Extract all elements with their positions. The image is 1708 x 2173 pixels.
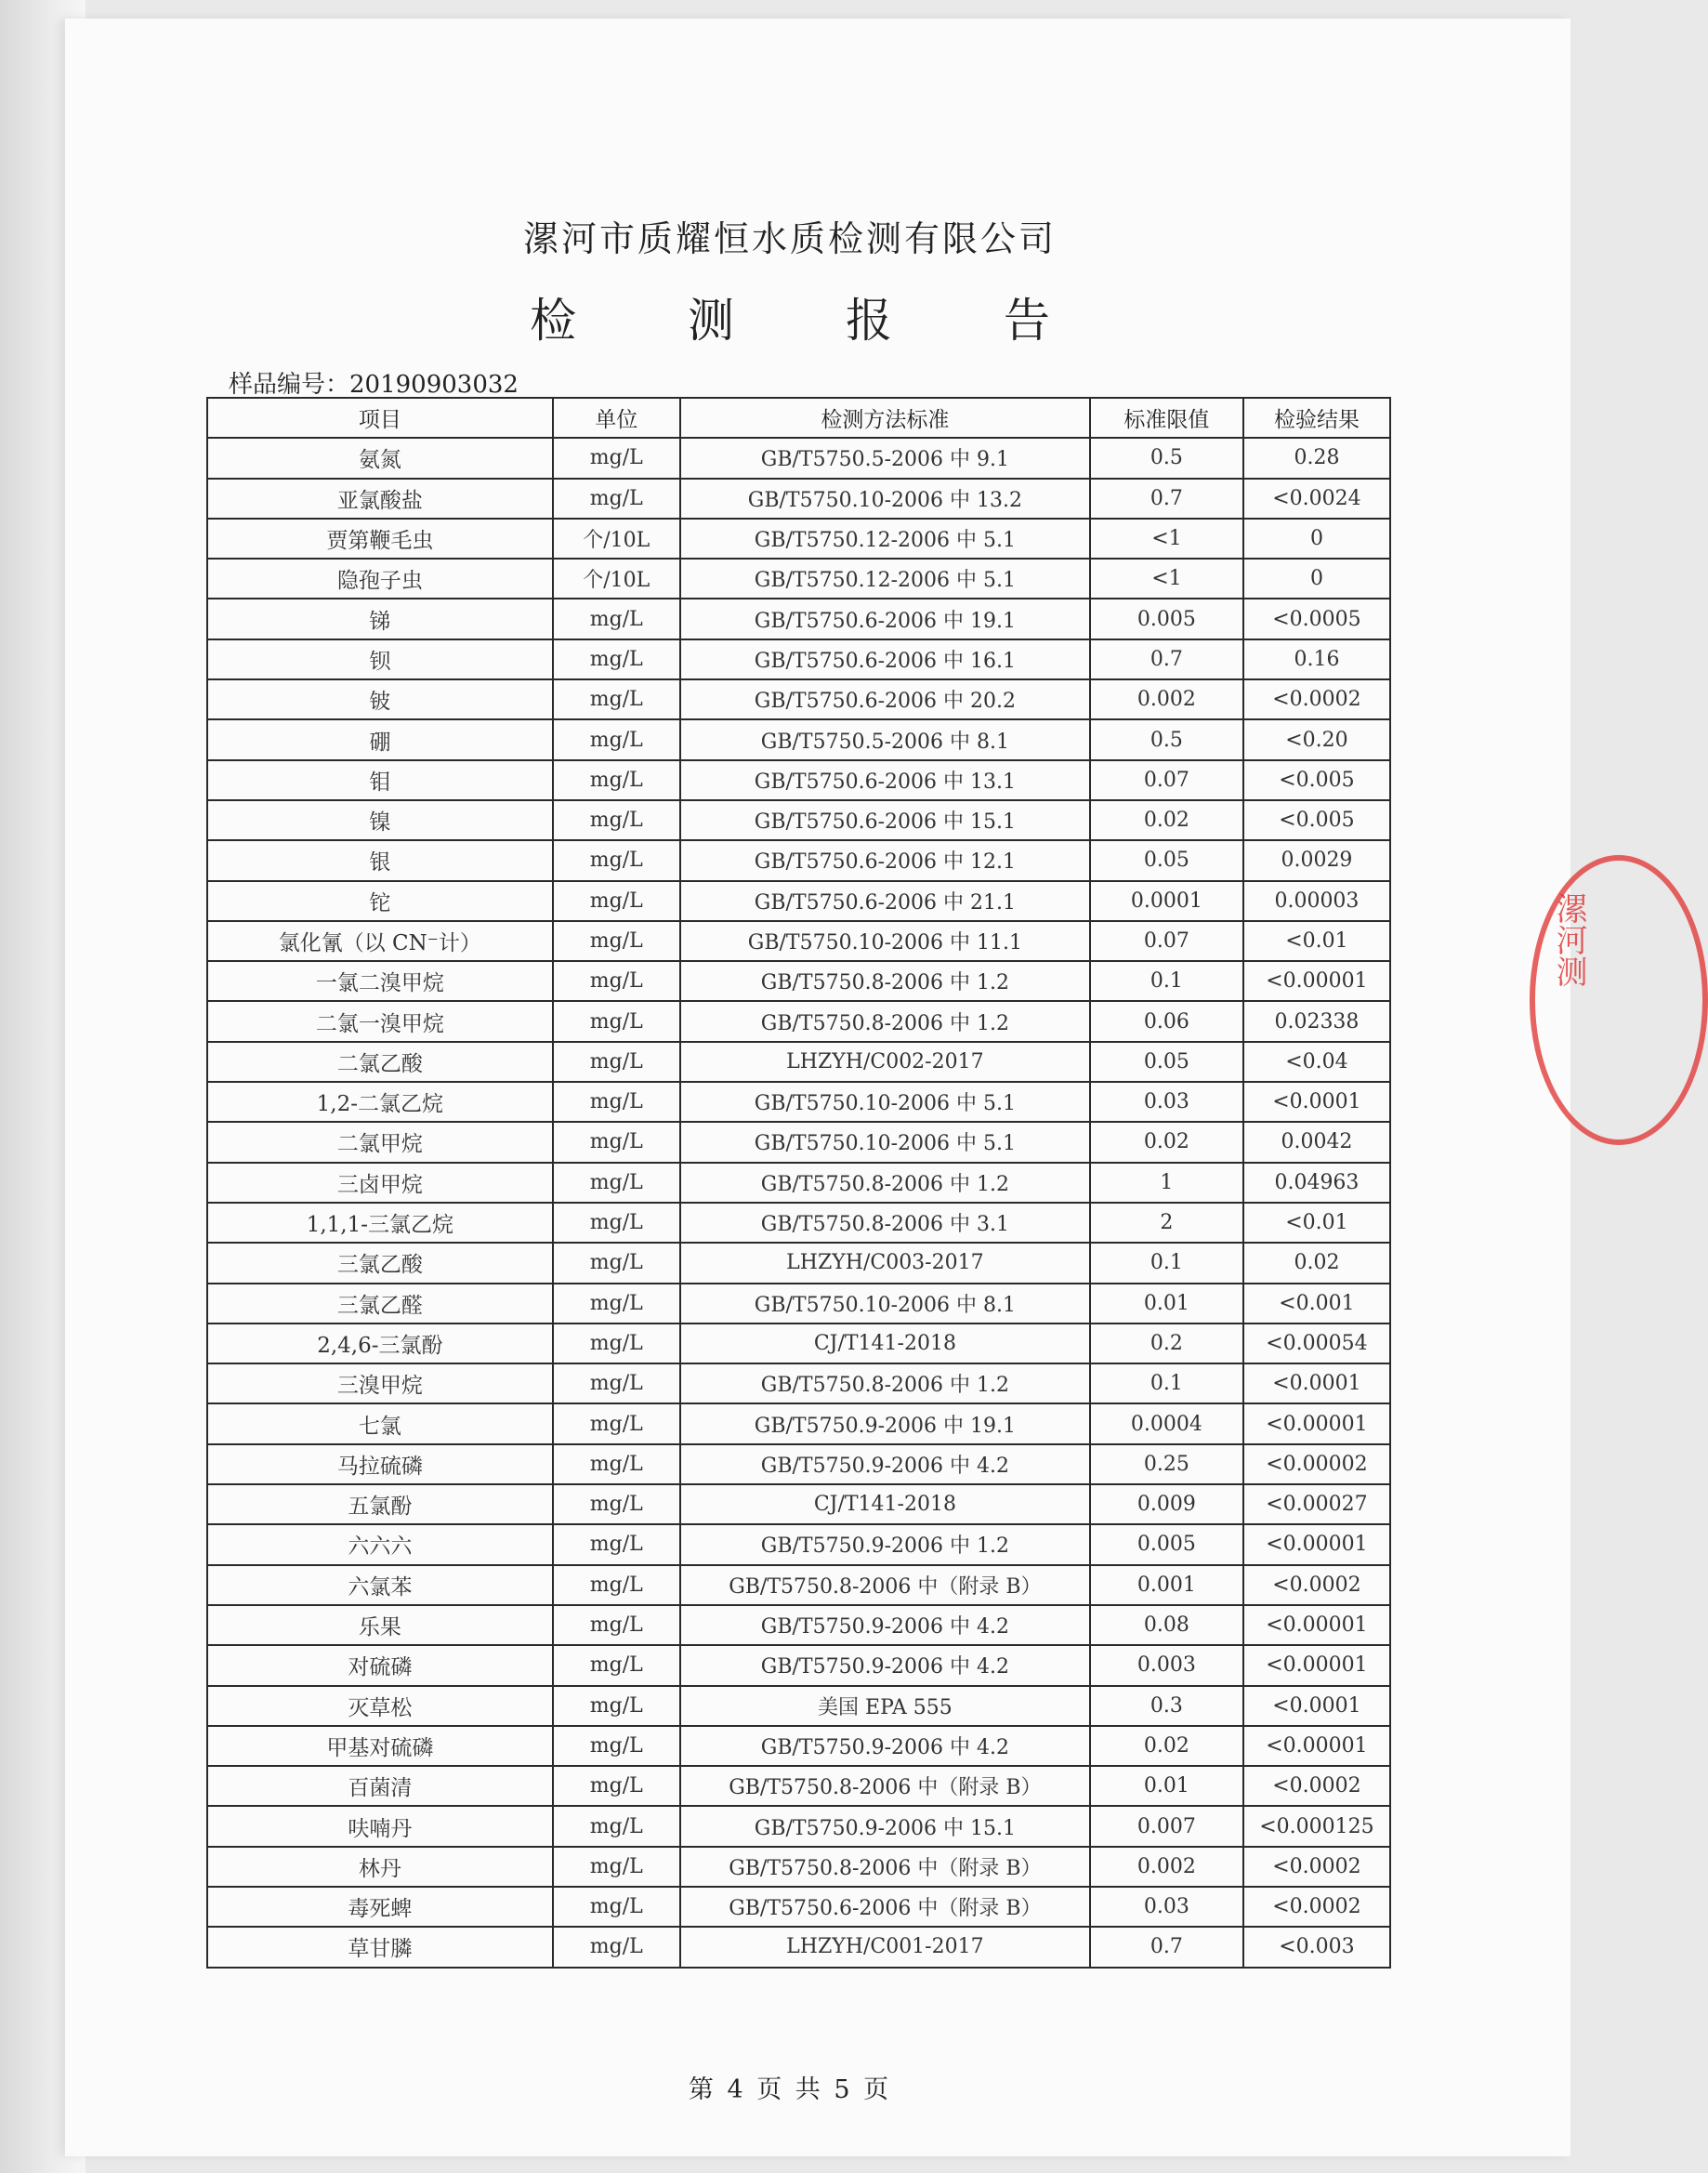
cell-result: <0.0002 bbox=[1243, 1847, 1390, 1887]
table-row bbox=[207, 760, 1390, 800]
table-row bbox=[207, 719, 1390, 759]
cell-unit: mg/L bbox=[553, 1163, 680, 1203]
cell-result: <0.0001 bbox=[1243, 1686, 1390, 1726]
table-row bbox=[207, 1001, 1390, 1041]
cell-limit: 0.009 bbox=[1090, 1484, 1243, 1524]
cell-result: 0.02338 bbox=[1243, 1001, 1390, 1041]
cell-result: <0.01 bbox=[1243, 921, 1390, 961]
cell-limit: 0.3 bbox=[1090, 1686, 1243, 1726]
cell-item-name: 七氯 bbox=[207, 1403, 553, 1443]
cell-limit: 0.02 bbox=[1090, 1726, 1243, 1766]
table-row bbox=[207, 679, 1390, 719]
cell-limit: 0.001 bbox=[1090, 1565, 1243, 1605]
cell-item-name: 二氯一溴甲烷 bbox=[207, 1001, 553, 1041]
cell-method: GB/T5750.9-2006 中 15.1 bbox=[680, 1806, 1090, 1846]
cell-unit: mg/L bbox=[553, 921, 680, 961]
cell-method: GB/T5750.9-2006 中 1.2 bbox=[680, 1524, 1090, 1564]
cell-unit: mg/L bbox=[553, 438, 680, 478]
cell-method: GB/T5750.6-2006 中（附录 B） bbox=[680, 1887, 1090, 1927]
official-seal bbox=[1530, 855, 1587, 1134]
cell-limit: 0.2 bbox=[1090, 1324, 1243, 1363]
cell-unit: mg/L bbox=[553, 961, 680, 1001]
cell-unit: mg/L bbox=[553, 1042, 680, 1082]
cell-result: 0.00003 bbox=[1243, 881, 1390, 921]
cell-method: GB/T5750.8-2006 中 3.1 bbox=[680, 1203, 1090, 1243]
table-row bbox=[207, 1887, 1390, 1927]
cell-result: 0.28 bbox=[1243, 438, 1390, 478]
cell-result: <0.005 bbox=[1243, 800, 1390, 840]
cell-result: <0.00001 bbox=[1243, 1524, 1390, 1564]
cell-item-name: 六氯苯 bbox=[207, 1565, 553, 1605]
cell-item-name: 草甘膦 bbox=[207, 1927, 553, 1967]
cell-item-name: 三卤甲烷 bbox=[207, 1163, 553, 1203]
cell-unit: mg/L bbox=[553, 1565, 680, 1605]
cell-limit: 0.0001 bbox=[1090, 881, 1243, 921]
cell-method: GB/T5750.8-2006 中 1.2 bbox=[680, 1001, 1090, 1041]
cell-method: GB/T5750.6-2006 中 19.1 bbox=[680, 599, 1090, 639]
cell-method: CJ/T141-2018 bbox=[680, 1324, 1090, 1363]
cell-method: GB/T5750.10-2006 中 5.1 bbox=[680, 1082, 1090, 1122]
cell-result: <0.0002 bbox=[1243, 1565, 1390, 1605]
cell-result: 0.0042 bbox=[1243, 1122, 1390, 1162]
cell-item-name: 2,4,6-三氯酚 bbox=[207, 1324, 553, 1363]
cell-method: GB/T5750.8-2006 中（附录 B） bbox=[680, 1766, 1090, 1806]
cell-method: CJ/T141-2018 bbox=[680, 1484, 1090, 1524]
table-row bbox=[207, 1806, 1390, 1846]
cell-unit: mg/L bbox=[553, 1847, 680, 1887]
cell-method: GB/T5750.10-2006 中 11.1 bbox=[680, 921, 1090, 961]
cell-method: LHZYH/C002-2017 bbox=[680, 1042, 1090, 1082]
cell-result: <0.00054 bbox=[1243, 1324, 1390, 1363]
table-row bbox=[207, 1363, 1390, 1403]
cell-method: GB/T5750.6-2006 中 20.2 bbox=[680, 679, 1090, 719]
cell-unit: mg/L bbox=[553, 1887, 680, 1927]
cell-limit: 0.005 bbox=[1090, 1524, 1243, 1564]
cell-method: LHZYH/C003-2017 bbox=[680, 1243, 1090, 1283]
cell-item-name: 六六六 bbox=[207, 1524, 553, 1564]
cell-method: GB/T5750.10-2006 中 5.1 bbox=[680, 1122, 1090, 1162]
table-row bbox=[207, 840, 1390, 880]
cell-method: GB/T5750.10-2006 中 8.1 bbox=[680, 1284, 1090, 1324]
cell-unit: mg/L bbox=[553, 840, 680, 880]
table-row bbox=[207, 1324, 1390, 1363]
cell-method: GB/T5750.9-2006 中 19.1 bbox=[680, 1403, 1090, 1443]
cell-result: <0.00001 bbox=[1243, 1726, 1390, 1766]
cell-limit: 0.0004 bbox=[1090, 1403, 1243, 1443]
table-row bbox=[207, 1243, 1390, 1283]
cell-method: GB/T5750.8-2006 中（附录 B） bbox=[680, 1565, 1090, 1605]
cell-result: <0.005 bbox=[1243, 760, 1390, 800]
cell-item-name: 1,1,1-三氯乙烷 bbox=[207, 1203, 553, 1243]
cell-item-name: 三氯乙酸 bbox=[207, 1243, 553, 1283]
table-body bbox=[207, 438, 1390, 1967]
cell-result: <0.00001 bbox=[1243, 1403, 1390, 1443]
table-row bbox=[207, 1686, 1390, 1726]
cell-unit: mg/L bbox=[553, 1927, 680, 1967]
cell-item-name: 铊 bbox=[207, 881, 553, 921]
cell-method: GB/T5750.12-2006 中 5.1 bbox=[680, 559, 1090, 599]
table-row bbox=[207, 881, 1390, 921]
cell-result: <0.0001 bbox=[1243, 1363, 1390, 1403]
cell-result: 0.16 bbox=[1243, 639, 1390, 679]
cell-limit: 0.7 bbox=[1090, 479, 1243, 519]
col-header-method: 检测方法标准 bbox=[680, 398, 1090, 438]
cell-unit: mg/L bbox=[553, 1284, 680, 1324]
company-name: 漯河市质耀恒水质检测有限公司 bbox=[522, 218, 1057, 259]
cell-item-name: 毒死蜱 bbox=[207, 1887, 553, 1927]
cell-unit: mg/L bbox=[553, 760, 680, 800]
cell-unit: mg/L bbox=[553, 599, 680, 639]
table-row bbox=[207, 921, 1390, 961]
cell-unit: mg/L bbox=[553, 1806, 680, 1846]
cell-method: GB/T5750.6-2006 中 12.1 bbox=[680, 840, 1090, 880]
cell-item-name: 硼 bbox=[207, 719, 553, 759]
sample-number bbox=[229, 365, 519, 400]
cell-limit: 0.05 bbox=[1090, 840, 1243, 880]
col-header-result: 检验结果 bbox=[1243, 398, 1390, 438]
table-row bbox=[207, 1203, 1390, 1243]
cell-limit: 0.5 bbox=[1090, 719, 1243, 759]
cell-unit: mg/L bbox=[553, 1122, 680, 1162]
page-footer: 第 4 页 共 5 页 bbox=[688, 2075, 892, 2104]
cell-limit: 0.25 bbox=[1090, 1444, 1243, 1484]
cell-limit: 0.003 bbox=[1090, 1645, 1243, 1685]
cell-result: <0.003 bbox=[1243, 1927, 1390, 1967]
cell-item-name: 乐果 bbox=[207, 1605, 553, 1645]
cell-method: GB/T5750.12-2006 中 5.1 bbox=[680, 519, 1090, 559]
cell-unit: mg/L bbox=[553, 1726, 680, 1766]
cell-unit: mg/L bbox=[553, 800, 680, 840]
cell-result: 0 bbox=[1243, 559, 1390, 599]
cell-limit: 0.03 bbox=[1090, 1082, 1243, 1122]
cell-limit: 0.005 bbox=[1090, 599, 1243, 639]
cell-item-name: 隐孢子虫 bbox=[207, 559, 553, 599]
table-row bbox=[207, 1766, 1390, 1806]
cell-unit: 个/10L bbox=[553, 519, 680, 559]
cell-limit: 0.1 bbox=[1090, 961, 1243, 1001]
cell-item-name: 三氯乙醛 bbox=[207, 1284, 553, 1324]
cell-result: <0.20 bbox=[1243, 719, 1390, 759]
cell-unit: mg/L bbox=[553, 1203, 680, 1243]
cell-item-name: 锑 bbox=[207, 599, 553, 639]
cell-item-name: 亚氯酸盐 bbox=[207, 479, 553, 519]
cell-method: GB/T5750.5-2006 中 8.1 bbox=[680, 719, 1090, 759]
cell-item-name: 呋喃丹 bbox=[207, 1806, 553, 1846]
cell-item-name: 二氯甲烷 bbox=[207, 1122, 553, 1162]
cell-unit: mg/L bbox=[553, 1243, 680, 1283]
cell-item-name: 铍 bbox=[207, 679, 553, 719]
cell-unit: mg/L bbox=[553, 719, 680, 759]
table-row bbox=[207, 1524, 1390, 1564]
cell-method: GB/T5750.8-2006 中 1.2 bbox=[680, 1163, 1090, 1203]
cell-limit: 0.002 bbox=[1090, 679, 1243, 719]
table-row bbox=[207, 1645, 1390, 1685]
cell-result: <0.001 bbox=[1243, 1284, 1390, 1324]
table-header-row bbox=[207, 398, 1390, 438]
table-row bbox=[207, 1082, 1390, 1122]
cell-limit: 0.03 bbox=[1090, 1887, 1243, 1927]
cell-method: GB/T5750.6-2006 中 13.1 bbox=[680, 760, 1090, 800]
cell-item-name: 1,2-二氯乙烷 bbox=[207, 1082, 553, 1122]
cell-item-name: 氯化氰（以 CN⁻计） bbox=[207, 921, 553, 961]
table-row bbox=[207, 559, 1390, 599]
cell-limit: <1 bbox=[1090, 519, 1243, 559]
cell-limit: 0.007 bbox=[1090, 1806, 1243, 1846]
cell-unit: mg/L bbox=[553, 1645, 680, 1685]
cell-item-name: 贾第鞭毛虫 bbox=[207, 519, 553, 559]
table-row bbox=[207, 1163, 1390, 1203]
cell-result: <0.000125 bbox=[1243, 1806, 1390, 1846]
table-row bbox=[207, 1726, 1390, 1766]
cell-limit: 0.07 bbox=[1090, 921, 1243, 961]
cell-result: 0.04963 bbox=[1243, 1163, 1390, 1203]
cell-unit: mg/L bbox=[553, 1524, 680, 1564]
cell-result: <0.04 bbox=[1243, 1042, 1390, 1082]
cell-limit: 0.01 bbox=[1090, 1284, 1243, 1324]
cell-method: GB/T5750.6-2006 中 21.1 bbox=[680, 881, 1090, 921]
table-row bbox=[207, 438, 1390, 478]
cell-limit: 1 bbox=[1090, 1163, 1243, 1203]
col-header-limit: 标准限值 bbox=[1090, 398, 1243, 438]
cell-limit: 0.08 bbox=[1090, 1605, 1243, 1645]
table-row bbox=[207, 519, 1390, 559]
table-row bbox=[207, 1042, 1390, 1082]
cell-limit: 0.5 bbox=[1090, 438, 1243, 478]
table-row bbox=[207, 1444, 1390, 1484]
cell-item-name: 氨氮 bbox=[207, 438, 553, 478]
cell-limit: 0.07 bbox=[1090, 760, 1243, 800]
cell-method: GB/T5750.9-2006 中 4.2 bbox=[680, 1645, 1090, 1685]
cell-limit: 0.02 bbox=[1090, 1122, 1243, 1162]
cell-limit: 0.1 bbox=[1090, 1243, 1243, 1283]
cell-item-name: 对硫磷 bbox=[207, 1645, 553, 1685]
cell-limit: 0.1 bbox=[1090, 1363, 1243, 1403]
cell-item-name: 钼 bbox=[207, 760, 553, 800]
cell-unit: mg/L bbox=[553, 479, 680, 519]
table-row bbox=[207, 639, 1390, 679]
cell-item-name: 三溴甲烷 bbox=[207, 1363, 553, 1403]
cell-limit: 0.002 bbox=[1090, 1847, 1243, 1887]
cell-result: <0.0024 bbox=[1243, 479, 1390, 519]
cell-limit: 2 bbox=[1090, 1203, 1243, 1243]
cell-unit: mg/L bbox=[553, 881, 680, 921]
cell-limit: 0.02 bbox=[1090, 800, 1243, 840]
report-title: 检 测 报 告 bbox=[530, 294, 1098, 348]
cell-unit: mg/L bbox=[553, 1686, 680, 1726]
cell-item-name: 五氯酚 bbox=[207, 1484, 553, 1524]
cell-result: <0.0002 bbox=[1243, 679, 1390, 719]
cell-item-name: 银 bbox=[207, 840, 553, 880]
cell-method: 美国 EPA 555 bbox=[680, 1686, 1090, 1726]
cell-unit: mg/L bbox=[553, 679, 680, 719]
table-row bbox=[207, 1847, 1390, 1887]
cell-limit: 0.7 bbox=[1090, 1927, 1243, 1967]
cell-unit: mg/L bbox=[553, 1324, 680, 1363]
cell-result: <0.00001 bbox=[1243, 961, 1390, 1001]
cell-unit: mg/L bbox=[553, 639, 680, 679]
table-row bbox=[207, 1927, 1390, 1967]
cell-unit: mg/L bbox=[553, 1363, 680, 1403]
table-row bbox=[207, 479, 1390, 519]
cell-unit: mg/L bbox=[553, 1766, 680, 1806]
cell-result: 0.02 bbox=[1243, 1243, 1390, 1283]
sample-number-label: 样品编号： bbox=[229, 371, 350, 399]
cell-result: <0.0001 bbox=[1243, 1082, 1390, 1122]
cell-unit: mg/L bbox=[553, 1001, 680, 1041]
cell-method: GB/T5750.9-2006 中 4.2 bbox=[680, 1444, 1090, 1484]
cell-result: <0.00002 bbox=[1243, 1444, 1390, 1484]
cell-item-name: 二氯乙酸 bbox=[207, 1042, 553, 1082]
cell-unit: mg/L bbox=[553, 1403, 680, 1443]
cell-method: GB/T5750.6-2006 中 15.1 bbox=[680, 800, 1090, 840]
cell-limit: 0.05 bbox=[1090, 1042, 1243, 1082]
col-header-unit: 单位 bbox=[553, 398, 680, 438]
cell-limit: 0.7 bbox=[1090, 639, 1243, 679]
cell-limit: 0.01 bbox=[1090, 1766, 1243, 1806]
cell-method: GB/T5750.5-2006 中 9.1 bbox=[680, 438, 1090, 478]
cell-result: <0.0002 bbox=[1243, 1766, 1390, 1806]
col-header-item: 项目 bbox=[207, 398, 553, 438]
table-row bbox=[207, 1565, 1390, 1605]
cell-result: <0.00001 bbox=[1243, 1645, 1390, 1685]
cell-result: <0.01 bbox=[1243, 1203, 1390, 1243]
cell-item-name: 甲基对硫磷 bbox=[207, 1726, 553, 1766]
cell-result: <0.0005 bbox=[1243, 599, 1390, 639]
table-row bbox=[207, 1484, 1390, 1524]
cell-result: <0.0002 bbox=[1243, 1887, 1390, 1927]
cell-method: GB/T5750.8-2006 中 1.2 bbox=[680, 1363, 1090, 1403]
cell-method: LHZYH/C001-2017 bbox=[680, 1927, 1090, 1967]
cell-item-name: 林丹 bbox=[207, 1847, 553, 1887]
table-row bbox=[207, 1284, 1390, 1324]
table-row bbox=[207, 961, 1390, 1001]
cell-item-name: 镍 bbox=[207, 800, 553, 840]
cell-result: <0.00027 bbox=[1243, 1484, 1390, 1524]
table-row bbox=[207, 1403, 1390, 1443]
results-table bbox=[206, 397, 1391, 1969]
cell-method: GB/T5750.9-2006 中 4.2 bbox=[680, 1726, 1090, 1766]
table-row bbox=[207, 800, 1390, 840]
cell-item-name: 钡 bbox=[207, 639, 553, 679]
cell-item-name: 百菌清 bbox=[207, 1766, 553, 1806]
cell-unit: mg/L bbox=[553, 1484, 680, 1524]
cell-item-name: 灭草松 bbox=[207, 1686, 553, 1726]
table-row bbox=[207, 599, 1390, 639]
cell-method: GB/T5750.8-2006 中（附录 B） bbox=[680, 1847, 1090, 1887]
cell-method: GB/T5750.9-2006 中 4.2 bbox=[680, 1605, 1090, 1645]
cell-unit: mg/L bbox=[553, 1444, 680, 1484]
cell-limit: <1 bbox=[1090, 559, 1243, 599]
cell-limit: 0.06 bbox=[1090, 1001, 1243, 1041]
cell-method: GB/T5750.6-2006 中 16.1 bbox=[680, 639, 1090, 679]
cell-item-name: 一氯二溴甲烷 bbox=[207, 961, 553, 1001]
cell-method: GB/T5750.10-2006 中 13.2 bbox=[680, 479, 1090, 519]
cell-result: <0.00001 bbox=[1243, 1605, 1390, 1645]
table-row bbox=[207, 1605, 1390, 1645]
cell-result: 0.0029 bbox=[1243, 840, 1390, 880]
cell-item-name: 马拉硫磷 bbox=[207, 1444, 553, 1484]
seal-text: 漯河测 bbox=[1550, 892, 1587, 987]
table-row bbox=[207, 1122, 1390, 1162]
cell-unit: mg/L bbox=[553, 1605, 680, 1645]
cell-method: GB/T5750.8-2006 中 1.2 bbox=[680, 961, 1090, 1001]
cell-result: 0 bbox=[1243, 519, 1390, 559]
cell-unit: mg/L bbox=[553, 1082, 680, 1122]
sample-number-value: 20190903032 bbox=[349, 371, 519, 399]
cell-unit: 个/10L bbox=[553, 559, 680, 599]
